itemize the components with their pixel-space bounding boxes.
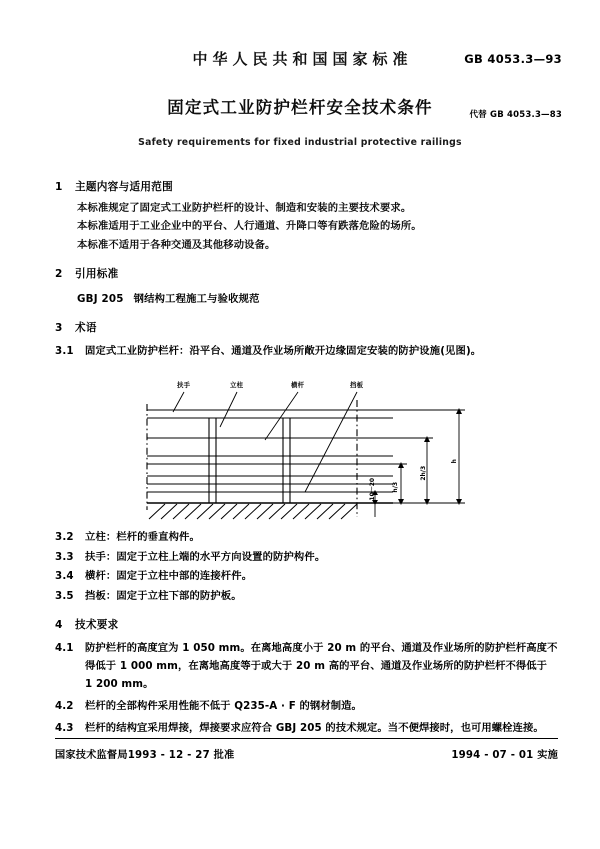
reference-code: GBJ 205 [77, 292, 124, 305]
clause-4-2-text: 栏杆的全部构件采用性能不低于 Q235-A · F 的钢材制造。 [85, 699, 362, 712]
clause-4-3-text: 栏杆的结构宜采用焊接，焊接要求应符合 GBJ 205 的技术规定。当不便焊接时，也可用螺栓连接。 [85, 721, 544, 734]
document-body [0, 178, 600, 737]
clause-4-1-text: 防护栏杆的高度宜为 1 050 mm。在离地高度小于 20 m 的平台、通道及作业场所的防护栏杆高度不得低于 1 000 mm，在离地高度等于或大于 20 m 高的平台、通道及作业场所的防护栏杆不得低于 1 200 mm。 [85, 641, 558, 690]
figure-dimension-two-thirds: 2h/3 [420, 465, 428, 481]
section-1-paragraph-3: 本标准不适用于各种交通及其他移动设备。 [77, 238, 276, 251]
footer-effective-date: 1994 - 07 - 01 实施 [451, 750, 558, 761]
section-1-title: 主题内容与适用范围 [75, 181, 174, 193]
figure-label-handrail: 扶手 [177, 381, 191, 389]
section-3-number: 3 [55, 322, 63, 334]
clause-3-2-text: 立柱：栏杆的垂直构件。 [85, 531, 200, 543]
clause-3-1-text: 固定式工业防护栏杆：沿平台、通道及作业场所敞开边缘固定安装的防护设施(见图)。 [85, 344, 482, 357]
clause-3-4-text: 横杆：固定于立柱中部的连接杆件。 [85, 570, 253, 582]
section-1-paragraph-2: 本标准适用于工业企业中的平台、人行通道、升降口等有跌落危险的场所。 [77, 220, 422, 232]
standard-replaces-note: 代替 GB 4053.3—83 [469, 110, 562, 120]
national-standard-line: 中华人民共和国国家标准 [192, 50, 413, 68]
clause-3-3-text: 扶手：固定于立柱上端的水平方向设置的防护构件。 [85, 550, 326, 563]
railing-figure [135, 372, 480, 520]
clause-4-2 [55, 697, 558, 715]
figure-label-toe-board: 挡板 [350, 381, 364, 389]
terms-list [55, 528, 558, 605]
section-4-heading [55, 616, 558, 635]
clause-3-5-text: 挡板：固定于立柱下部的防护板。 [85, 589, 242, 602]
figure-dimension-total: h [450, 459, 458, 464]
clause-4-1 [55, 639, 558, 693]
section-2-heading [55, 265, 558, 284]
section-1-heading [55, 178, 558, 197]
clause-3-3-number: 3.3 [55, 550, 74, 563]
clause-3-5-number: 3.5 [55, 589, 74, 602]
clause-4-3 [55, 719, 558, 737]
section-3-heading [55, 319, 558, 338]
clause-3-2-number: 3.2 [55, 531, 74, 543]
clause-3-3 [55, 548, 558, 567]
section-2-title: 引用标准 [75, 268, 119, 280]
section-1-paragraph-1: 本标准规定了固定式工业防护栏杆的设计、制造和安装的主要技术要求。 [77, 201, 412, 214]
section-4-title: 技术要求 [75, 619, 119, 631]
figure-dimension-third: h/3 [392, 481, 400, 493]
section-3-title: 术语 [75, 322, 97, 334]
document-header [0, 0, 600, 148]
footer-approval: 国家技术监督局1993 - 12 - 27 批准 [55, 750, 235, 761]
clause-3-1 [55, 342, 558, 361]
section-2-number: 2 [55, 268, 63, 280]
clause-3-4 [55, 567, 558, 586]
document-footer [55, 738, 558, 761]
clause-3-5 [55, 587, 558, 606]
standard-number: GB 4053.3—93 [464, 52, 562, 66]
clause-3-2 [55, 528, 558, 547]
clause-3-4-number: 3.4 [55, 570, 74, 582]
clause-4-1-number: 4.1 [55, 641, 74, 654]
section-1-number: 1 [55, 181, 63, 193]
figure-label-post: 立柱 [230, 381, 244, 389]
reference-item [55, 290, 558, 309]
reference-title: 钢结构工程施工与验收规范 [133, 292, 260, 305]
english-title: Safety requirements for fixed industrial protective railings [138, 137, 462, 148]
figure-label-rail: 横杆 [291, 381, 305, 389]
clause-3-1-number: 3.1 [55, 344, 74, 357]
clause-4-3-number: 4.3 [55, 721, 74, 734]
section-4-number: 4 [55, 619, 63, 631]
page-title: 固定式工业防护栏杆安全技术条件 [167, 98, 433, 117]
railing-figure-container [55, 372, 558, 522]
clause-4-2-number: 4.2 [55, 699, 74, 712]
figure-dimension-gap: 10～20 [369, 477, 377, 501]
